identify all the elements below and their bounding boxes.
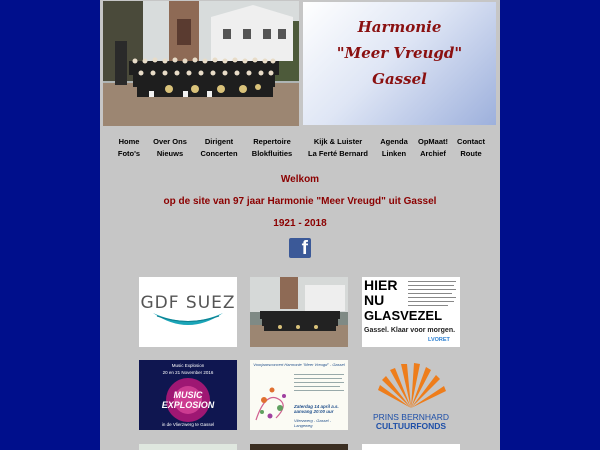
glasvezel-line3: GLASVEZEL (364, 308, 443, 323)
band-photo-image (103, 1, 299, 126)
music-explosion-heading: Music Explosion (171, 363, 205, 368)
nav-fotos[interactable]: Foto's (117, 149, 141, 158)
nav-repertoire[interactable]: Repertoire (253, 137, 291, 146)
nav-archief[interactable]: Archief (420, 149, 446, 158)
sponsor-prins-bernhard[interactable] (362, 360, 460, 430)
concert-poster-date: Zaterdag 14 april a.s. aanvang 20:00 uur (294, 404, 339, 414)
spring-concert-poster[interactable] (250, 360, 348, 430)
nav-linken[interactable]: Linken (381, 149, 407, 158)
nav-home[interactable]: Home (118, 137, 140, 146)
sponsor-gdf-suez[interactable] (139, 277, 237, 347)
nav-contact[interactable]: Contact (457, 137, 485, 146)
nav-dirigent[interactable]: Dirigent (204, 137, 234, 146)
banner-title-harmonie: Harmonie (357, 18, 442, 36)
facebook-icon[interactable]: f (289, 238, 311, 258)
nav-la-ferte-bernard[interactable]: La Ferté Bernard (307, 149, 369, 158)
banner-title-name: "Meer Vreugd" (336, 44, 463, 62)
band-photo-thumbnail[interactable] (250, 277, 348, 347)
prins-bernhard-line1: PRINS BERNHARD (372, 412, 450, 422)
page-container (100, 0, 500, 450)
nav-over-ons[interactable]: Over Ons (153, 137, 187, 146)
music-explosion-title-1: MUSIC (173, 390, 203, 400)
nav-opmaat[interactable]: OpMaat! (418, 137, 448, 146)
banner-title-place: Gassel (372, 70, 427, 88)
glasvezel-fine-print (408, 279, 458, 313)
glasvezel-line1: HIER (364, 277, 398, 293)
concert-poster-place: Vlierzwerg - Gassel - Langeweg (294, 418, 332, 428)
welcome-title: Welkom (280, 174, 320, 185)
sponsor-tile-row3-1[interactable] (139, 444, 237, 450)
nav-blokfluities[interactable]: Blokfluities (251, 149, 293, 158)
music-explosion-title-2: EXPLOSION (161, 400, 215, 410)
music-explosion-footer: in de Vlierzwerg te Gassel (161, 422, 215, 427)
music-explosion-dates: 20 en 21 November 2016 (162, 370, 214, 375)
gdf-suez-text: GDF SUEZ (140, 293, 236, 313)
sponsor-tile-row3-2[interactable] (250, 444, 348, 450)
glasvezel-brand: LVORET (428, 337, 450, 343)
welcome-years: 1921 - 2018 (273, 218, 327, 229)
nav-nieuws[interactable]: Nieuws (156, 149, 184, 158)
glasvezel-tagline: Gassel. Klaar voor morgen. (364, 327, 456, 334)
header-band-photo (103, 1, 299, 126)
prins-bernhard-line2: CULTUURFONDS (375, 421, 447, 430)
sponsor-tile-row3-3[interactable] (362, 444, 460, 450)
title-banner (303, 2, 496, 125)
nav-route[interactable]: Route (460, 149, 482, 158)
concert-poster-heading: Voorjaarsconcert Harmonie "Meer Vreugd" - Gassel (253, 362, 345, 367)
main-navigation (100, 137, 500, 163)
nav-concerten[interactable]: Concerten (200, 149, 238, 158)
glasvezel-line2: NU (364, 292, 385, 308)
sponsor-glasvezel[interactable] (362, 277, 460, 347)
nav-agenda[interactable]: Agenda (380, 137, 408, 146)
music-explosion-poster[interactable] (139, 360, 237, 430)
prins-bernhard-logo (362, 360, 460, 412)
welcome-subtitle: op de site van 97 jaar Harmonie "Meer Vreugd" uit Gassel (163, 196, 437, 207)
band-thumbnail-image (250, 277, 348, 347)
nav-kijk-luister[interactable]: Kijk & Luister (313, 137, 363, 146)
